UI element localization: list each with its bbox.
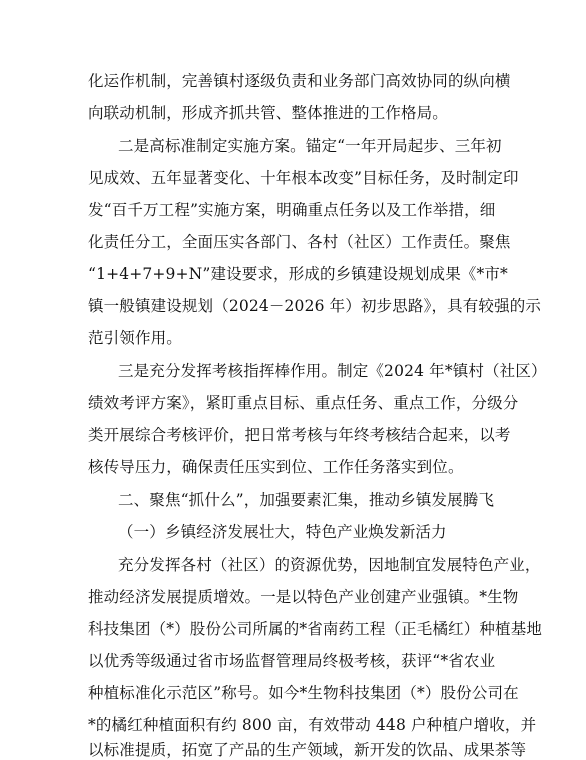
paragraph-line: “1+4+7+9+N”建设要求，形成的乡镇建设规划成果《*市* — [88, 265, 508, 283]
paragraph-line: 类开展综合考核评价，把日常考核与年终考核结合起来，以考 — [88, 426, 511, 444]
paragraph-line: *的橘红种植面积有约 800 亩，有效带动 448 户种植户增收，并 — [88, 716, 537, 734]
paragraph-line: 见成效、五年显著变化、十年根本改变”目标任务，及时制定印 — [88, 169, 519, 187]
paragraph-line: 科技集团（*）股份公司所属的*省南药工程（正毛橘红）种植基地 — [88, 620, 543, 638]
paragraph-line: 充分发挥各村（社区）的资源优势，因地制宜发展特色产业， — [118, 556, 541, 574]
paragraph-line: 种植标准化示范区”称号。如今*生物科技集团（*）股份公司在 — [88, 684, 519, 702]
subsection-heading: （一）乡镇经济发展壮大，特色产业焕发新活力 — [118, 523, 447, 541]
paragraph-line: 向联动机制，形成齐抓共管、整体推进的工作格局。 — [88, 104, 448, 122]
paragraph-line: 镇一般镇建设规划（2024－2026 年）初步思路》，具有较强的示 — [88, 297, 542, 315]
paragraph-line: 化责任分工，全面压实各部门、各村（社区）工作责任。聚焦 — [88, 233, 511, 251]
paragraph-line: 化运作机制，完善镇村逐级负责和业务部门高效协同的纵向横 — [88, 72, 511, 90]
paragraph-line: 推动经济发展提质增效。一是以特色产业创建产业强镇。*生物 — [88, 588, 519, 606]
paragraph-line: 以标准提质，拓宽了产品的生产领域，新开发的饮品、成果茶等 — [88, 741, 527, 759]
paragraph-line: 绩效考评方案》，紧盯重点目标、重点任务、重点工作，分级分 — [88, 394, 519, 412]
paragraph-line: 三是充分发挥考核指挥棒作用。制定《2024 年*镇村（社区） — [118, 362, 547, 380]
paragraph-line: 核传导压力，确保责任压实到位、工作任务落实到位。 — [88, 458, 464, 476]
paragraph-line: 发“百千万工程”实施方案，明确重点任务以及工作举措，细 — [88, 201, 496, 219]
paragraph-line: 以优秀等级通过省市场监督管理局终极考核，获评“*省农业 — [88, 652, 496, 670]
paragraph-line: 二是高标准制定实施方案。锚定“一年开局起步、三年初 — [118, 137, 502, 155]
section-heading: 二、聚焦“抓什么”，加强要素汇集，推动乡镇发展腾飞 — [118, 491, 495, 509]
paragraph-line: 范引领作用。 — [88, 329, 182, 347]
